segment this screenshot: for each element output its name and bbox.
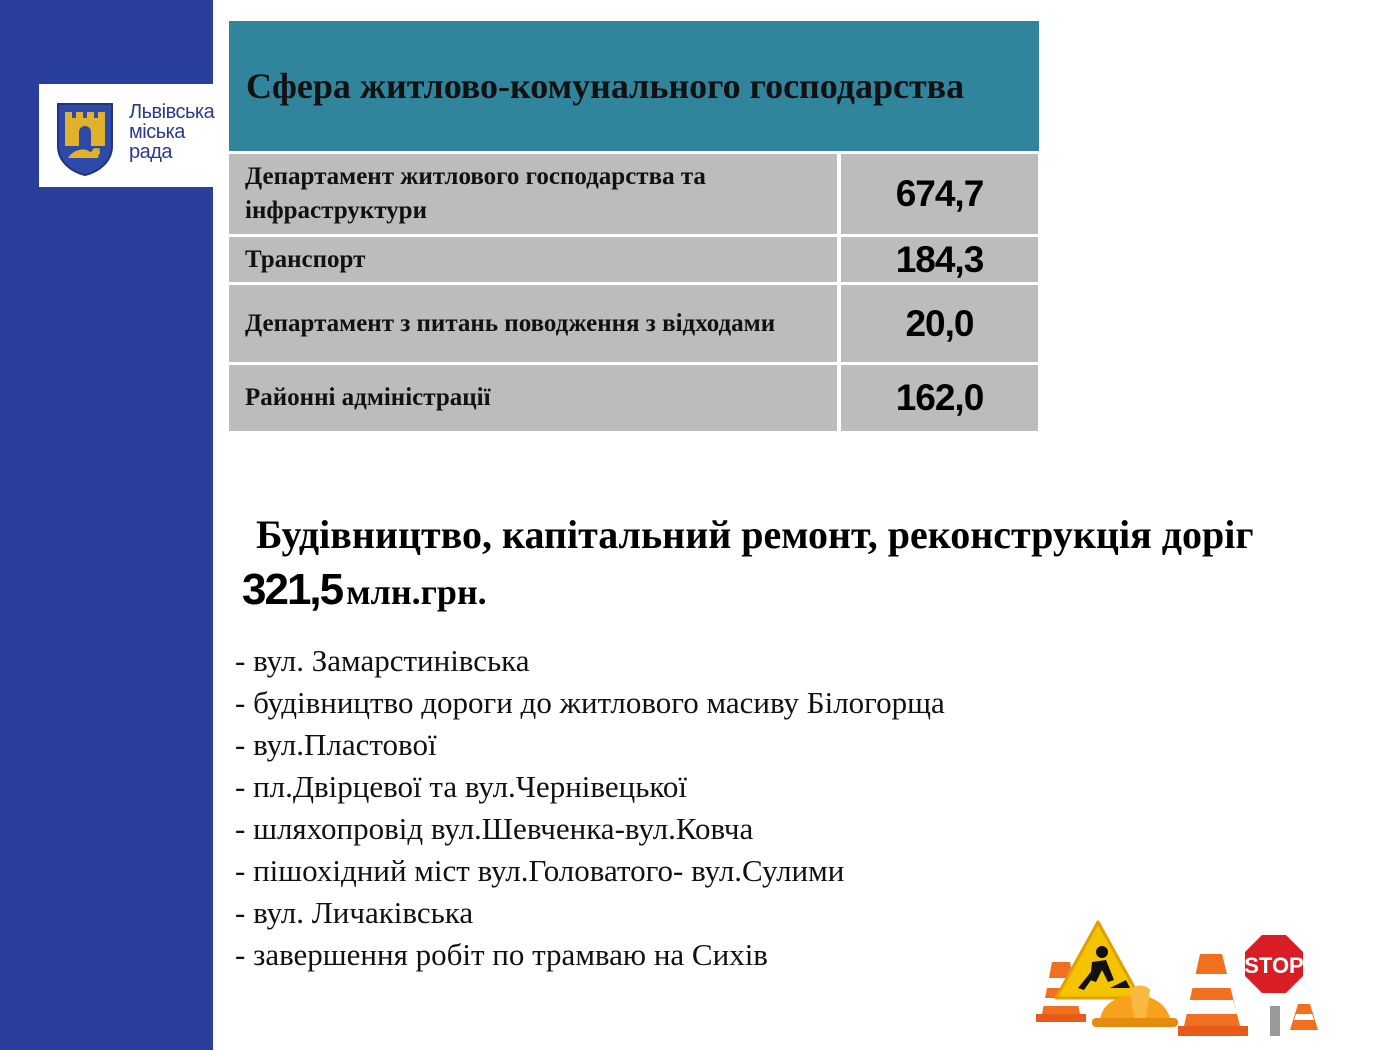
row-value: 20,0: [841, 285, 1038, 362]
roads-amount-value: 321,5: [242, 565, 343, 614]
road-work-sign-icon: [1056, 922, 1140, 998]
list-item: - вул.Пластової: [235, 727, 437, 762]
traffic-cone-icon: [1178, 954, 1248, 1036]
stop-sign-text: STOP: [1244, 953, 1304, 978]
logo-text: [129, 102, 213, 162]
row-value: 184,3: [841, 237, 1038, 282]
coat-of-arms-icon: [56, 102, 114, 176]
table-row: [229, 365, 1039, 431]
list-item: - шляхопровід вул.Шевченка-вул.Ковча: [235, 811, 754, 846]
row-label: Транспорт: [229, 237, 837, 282]
list-item: - пл.Двірцевої та вул.Чернівецької: [235, 769, 687, 804]
logo-line-2: міська: [129, 121, 185, 143]
table-row: [229, 154, 1039, 234]
table-row: [229, 285, 1039, 362]
list-item: - будівництво дороги до житлового масиву Білогорща: [235, 685, 945, 720]
list-item: - вул. Замарстинівська: [235, 643, 530, 678]
roads-amount-unit: млн.грн.: [346, 572, 487, 612]
roads-heading: Будівництво, капітальний ремонт, реконструкція доріг: [256, 512, 1254, 557]
roads-list: [235, 640, 945, 976]
row-label: Департамент житлового господарства та інфраструктури: [229, 154, 837, 234]
row-value: 674,7: [841, 154, 1038, 234]
traffic-cone-icon: [1290, 1004, 1318, 1030]
logo-line-3: рада: [129, 141, 173, 163]
list-item: - завершення робіт по трамваю на Сихів: [235, 937, 768, 972]
list-item: - пішохідний міст вул.Головатого- вул.Сулими: [235, 853, 845, 888]
budget-table: [229, 21, 1039, 431]
roads-amount: [242, 565, 487, 615]
row-value: 162,0: [841, 365, 1038, 431]
road-works-illustration: [1034, 918, 1324, 1040]
logo-line-1: Львівська: [129, 101, 215, 123]
row-label: Районні адміністрації: [229, 365, 837, 431]
city-council-logo: [39, 84, 213, 187]
row-label: Департамент з питань поводження з відходами: [229, 285, 837, 362]
table-row: [229, 237, 1039, 282]
table-header: [229, 21, 1039, 151]
list-item: - вул. Личаківська: [235, 895, 474, 930]
table-title: Сфера житлово-комунального господарства: [246, 66, 965, 106]
